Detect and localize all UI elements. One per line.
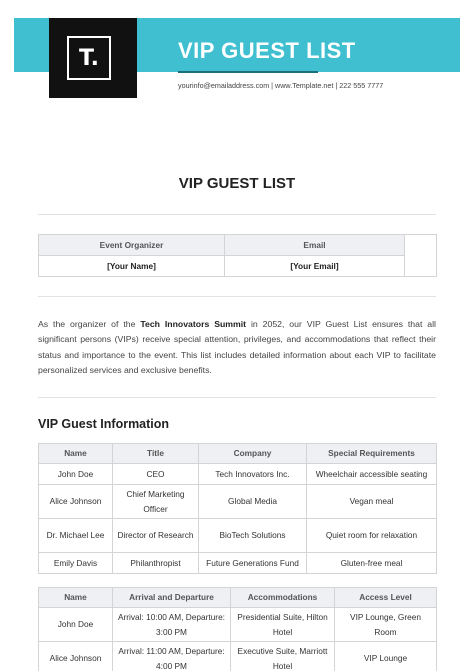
table-header-row <box>39 444 437 464</box>
table-cell: Quiet room for relaxation <box>307 519 437 553</box>
contact-info: yourinfo@emailaddress.com | www.Template.net | 222 555 7777 <box>178 81 384 90</box>
column-header: Title <box>113 444 199 464</box>
table-cell: BioTech Solutions <box>199 519 307 553</box>
email-header: Email <box>225 235 405 256</box>
divider <box>38 214 436 215</box>
column-header: Name <box>39 588 113 608</box>
table-cell: CEO <box>113 464 199 485</box>
intro-text: in 2052, our VIP Guest List ensures that all significant persons (VIPs) receive special attention, privileges, and accommodations that reflect their status and importance to the event. This list includes detailed information about each VIP to facilitate personalized services and exclusive benefits. <box>38 319 436 376</box>
table-cell: Dr. Michael Lee <box>39 519 113 553</box>
table-cell: Presidential Suite, Hilton Hotel <box>231 608 335 642</box>
header-title: VIP GUEST LIST <box>178 38 356 63</box>
table-cell: VIP Lounge, Green Room <box>335 608 437 642</box>
table-cell: Tech Innovators Inc. <box>199 464 307 485</box>
divider <box>38 296 436 297</box>
organizer-name: [Your Name] <box>39 256 225 277</box>
empty-cell <box>405 235 437 277</box>
table-row <box>39 519 437 553</box>
event-name: Tech Innovators Summit <box>140 319 247 329</box>
table-cell: John Doe <box>39 464 113 485</box>
organizer-table <box>38 234 437 277</box>
intro-paragraph <box>38 317 436 379</box>
table-cell: Emily Davis <box>39 553 113 574</box>
intro-text: As the organizer of the <box>38 319 141 329</box>
table-cell: Wheelchair accessible seating <box>307 464 437 485</box>
guest-info-table <box>38 443 437 574</box>
logo <box>49 18 137 98</box>
organizer-header: Event Organizer <box>39 235 225 256</box>
table-cell: Executive Suite, Marriott Hotel <box>231 642 335 671</box>
table-header-row <box>39 588 437 608</box>
organizer-value-row <box>39 256 437 277</box>
table-cell: Gluten-free meal <box>307 553 437 574</box>
table-cell: Alice Johnson <box>39 485 113 519</box>
table-cell: Alice Johnson <box>39 642 113 671</box>
table-cell: Arrival: 10:00 AM, Departure: 3:00 PM <box>113 608 231 642</box>
column-header: Accommodations <box>231 588 335 608</box>
table-cell: VIP Lounge <box>335 642 437 671</box>
table-cell: Arrival: 11:00 AM, Departure: 4:00 PM <box>113 642 231 671</box>
organizer-email: [Your Email] <box>225 256 405 277</box>
table-cell: Chief Marketing Officer <box>113 485 199 519</box>
access-table <box>38 587 437 671</box>
column-header: Access Level <box>335 588 437 608</box>
table-row <box>39 464 437 485</box>
table-cell: Global Media <box>199 485 307 519</box>
table-cell: Future Generations Fund <box>199 553 307 574</box>
table-row <box>39 553 437 574</box>
header-divider <box>178 71 318 73</box>
column-header: Special Requirements <box>307 444 437 464</box>
logo-mark: T. <box>67 36 111 80</box>
section-title: VIP Guest Information <box>38 417 170 431</box>
column-header: Company <box>199 444 307 464</box>
table-cell: Director of Research <box>113 519 199 553</box>
table-cell: Philanthropist <box>113 553 199 574</box>
table-cell: Vegan meal <box>307 485 437 519</box>
column-header: Name <box>39 444 113 464</box>
column-header: Arrival and Departure <box>113 588 231 608</box>
divider <box>38 397 436 398</box>
table-row <box>39 485 437 519</box>
table-row <box>39 608 437 642</box>
organizer-header-row <box>39 235 437 256</box>
table-row <box>39 642 437 671</box>
table-cell: John Doe <box>39 608 113 642</box>
document-title: VIP GUEST LIST <box>178 175 296 192</box>
